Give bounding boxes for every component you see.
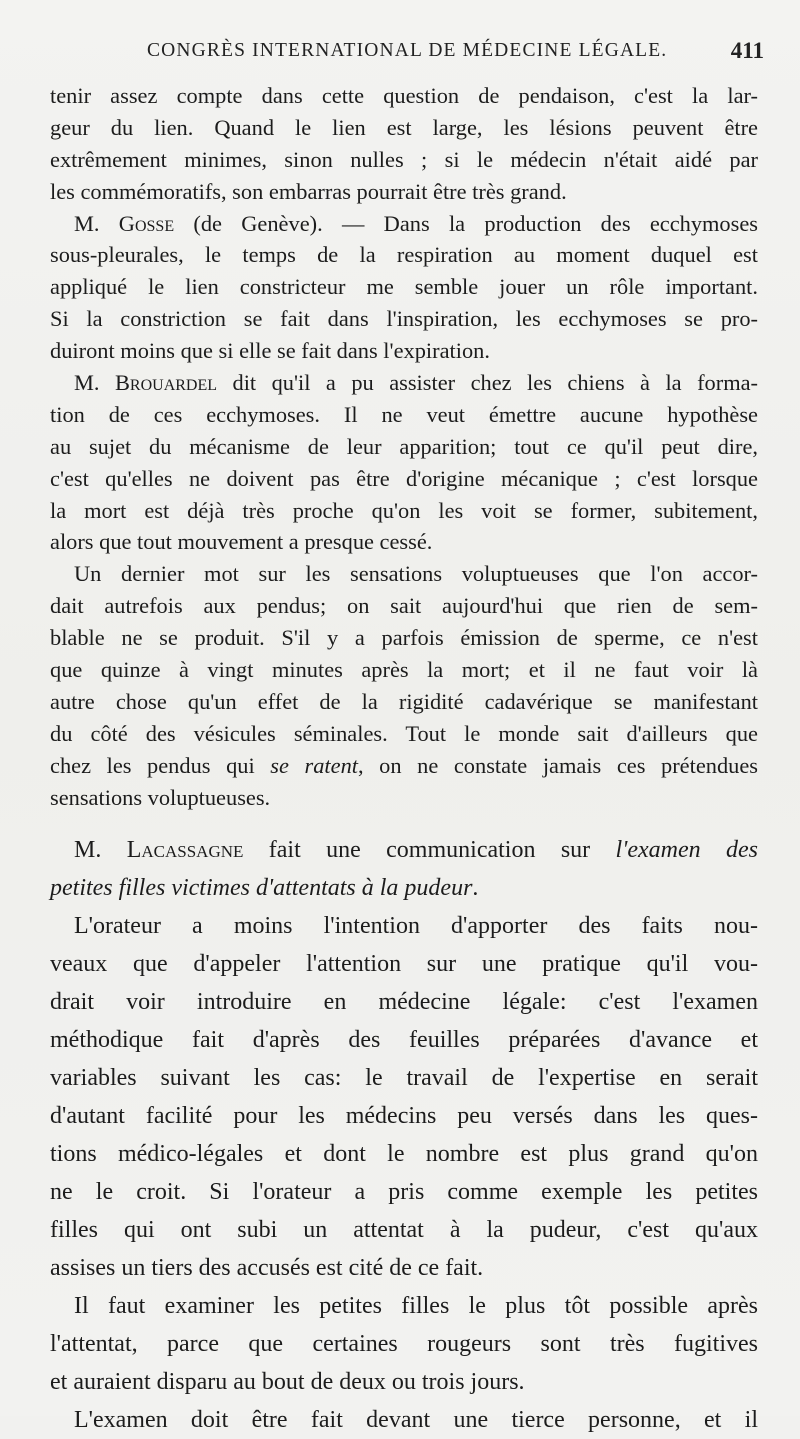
text-line: méthodique fait d'après des feuilles préparées d'avance et	[50, 1027, 758, 1054]
communication-title: petites filles victimes d'attentats à la pudeur	[50, 875, 473, 902]
text-line: drait voir introduire en médecine légale: c'est l'examen	[50, 989, 758, 1016]
text-line: tion de ces ecchymoses. Il ne veut émettre aucune hypothèse	[50, 401, 758, 427]
text-line: blable ne se produit. S'il y a parfois émission de sperme, ce n'est	[50, 625, 758, 651]
page-number: 411	[730, 38, 764, 63]
text-line: l'attentat, parce que certaines rougeurs sont très fugitives	[50, 1331, 758, 1358]
speaker-name: Lacassagne	[126, 837, 244, 864]
text-line: du côté des vésicules séminales. Tout le monde sait d'ailleurs que	[50, 720, 758, 746]
italic-phrase: se ratent	[270, 752, 358, 778]
text-line: appliqué le lien constricteur me semble jouer un rôle important.	[50, 274, 758, 300]
section-gap	[50, 813, 758, 831]
communication-title: l'examen des	[615, 837, 759, 864]
text-line: L'orateur a moins l'intention d'apporter des faits nou-	[74, 913, 758, 940]
text-line: Il faut examiner les petites filles le plus tôt possible après	[74, 1293, 758, 1320]
text-line-title: petites filles victimes d'attentats à la pudeur.	[50, 875, 479, 902]
page-header	[52, 36, 764, 72]
text-line-speaker: M. Lacassagne fait une communication sur l'examen des	[74, 837, 759, 864]
text-line: alors que tout mouvement a presque cessé.	[50, 529, 433, 555]
text-line: que quinze à vingt minutes après la mort; et il ne faut voir là	[50, 657, 758, 683]
text-line: c'est qu'elles ne doivent pas être d'origine mécanique ; c'est lorsque	[50, 465, 758, 491]
text-line-speaker: M. Gosse (de Genève). — Dans la production des ecchymoses	[74, 210, 758, 236]
body-text	[50, 80, 758, 1439]
text-line: autre chose qu'un effet de la rigidité cadavérique se manifestant	[50, 688, 758, 714]
text-line-italic: chez les pendus qui se ratent, on ne constate jamais ces prétendues	[50, 752, 759, 778]
text-line: les commémoratifs, son embarras pourrait être très grand.	[50, 178, 567, 204]
text-line: la mort est déjà très proche qu'on les voit se former, subitement,	[50, 497, 758, 523]
text-line: au sujet du mécanisme de leur apparition; tout ce qu'il peut dire,	[50, 433, 758, 459]
text-line: Un dernier mot sur les sensations voluptueuses que l'on accor-	[74, 561, 758, 587]
text-line: sous-pleurales, le temps de la respiration au moment duquel est	[50, 242, 758, 268]
text-line: veaux que d'appeler l'attention sur une pratique qu'il vou-	[50, 951, 758, 978]
text-line: dait autrefois aux pendus; on sait aujourd'hui que rien de sem-	[50, 593, 758, 619]
text-line: extrêmement minimes, sinon nulles ; si le médecin n'était aidé par	[50, 146, 758, 172]
text-line: assises un tiers des accusés est cité de ce fait.	[50, 1255, 484, 1282]
text-line: geur du lien. Quand le lien est large, les lésions peuvent être	[50, 114, 758, 140]
text-line: et auraient disparu au bout de deux ou trois jours.	[50, 1369, 525, 1396]
text-line: d'autant facilité pour les médecins peu versés dans les ques-	[50, 1103, 758, 1130]
text-line: Si la constriction se fait dans l'inspiration, les ecchymoses se pro-	[50, 306, 758, 332]
text-line-speaker: M. Brouardel dit qu'il a pu assister chez les chiens à la forma-	[74, 370, 759, 396]
text-line: tenir assez compte dans cette question de pendaison, c'est la lar-	[50, 83, 758, 108]
text-line: variables suivant les cas: le travail de l'expertise en serait	[50, 1065, 758, 1092]
running-title: CONGRÈS INTERNATIONAL DE MÉDECINE LÉGALE.	[147, 40, 668, 61]
text-line: L'examen doit être fait devant une tierce personne, et il	[74, 1407, 758, 1434]
text-line: filles qui ont subi un attentat à la pudeur, c'est qu'aux	[50, 1217, 758, 1244]
text-line: tions médico-légales et dont le nombre est plus grand qu'on	[50, 1141, 758, 1168]
text-line: sensations voluptueuses.	[50, 784, 271, 810]
text-line: ne le croit. Si l'orateur a pris comme exemple les petites	[50, 1179, 758, 1206]
speaker-name: Brouardel	[114, 370, 218, 396]
text-line: duiront moins que si elle se fait dans l'expiration.	[50, 338, 490, 364]
speaker-name: Gosse	[118, 210, 175, 236]
